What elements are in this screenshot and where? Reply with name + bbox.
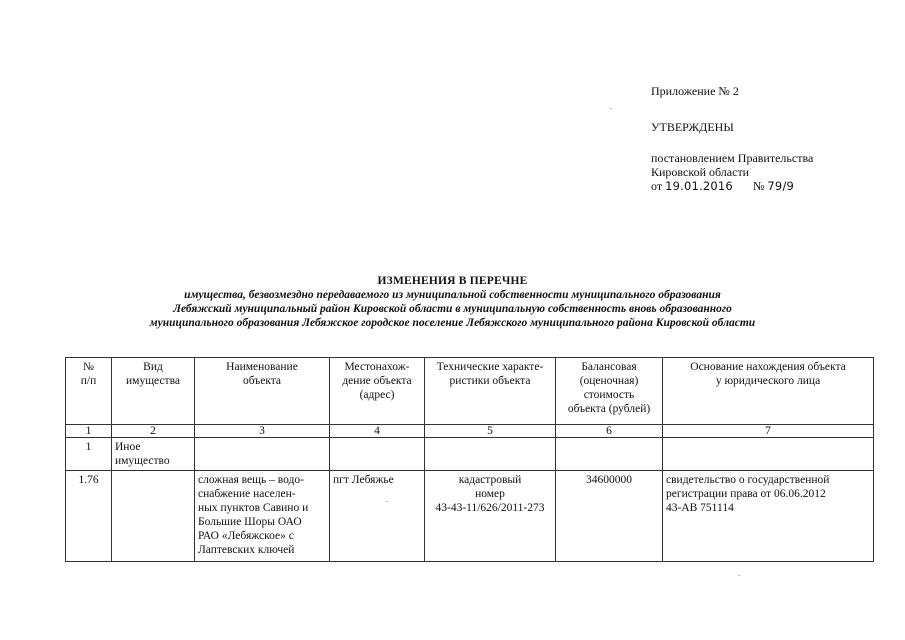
row-number: 1.76 [66, 471, 112, 562]
approval-date-line [651, 179, 794, 193]
approved-by-line1: постановлением Правительства [651, 151, 814, 165]
title-line-3: муниципального образования Лебяжское городское поселение Лебяжского муниципального района Кировской области [149, 317, 756, 329]
header-cell: Вид имущества [112, 358, 195, 425]
object-specs [425, 438, 556, 471]
handwritten-number: 79/9 [767, 179, 795, 193]
header-cell: Наименование объекта [195, 358, 330, 425]
object-specs: кадастровый номер 43-43-11/626/2011-273 [425, 471, 556, 562]
object-value [556, 438, 663, 471]
title-line-2: Лебяжский муниципальный район Кировской области в муниципальную собственность вновь образованного [173, 303, 732, 315]
column-number-row [66, 425, 874, 438]
object-value: 34600000 [556, 471, 663, 562]
property-type: Иное имущество [112, 438, 195, 471]
ownership-basis [663, 438, 874, 471]
table-row [66, 438, 874, 471]
header-cell: № п/п [66, 358, 112, 425]
ownership-basis: свидетельство о государственной регистрации права от 06.06.2012 43-АВ 751114 [663, 471, 874, 562]
property-type [112, 471, 195, 562]
date-prefix: от [651, 179, 663, 193]
column-number: 4 [330, 425, 425, 438]
row-number: 1 [66, 438, 112, 471]
table-header-row [66, 358, 874, 425]
column-number: 5 [425, 425, 556, 438]
scan-speck [738, 575, 740, 576]
property-table [65, 357, 874, 562]
appendix-label: Приложение № 2 [651, 84, 739, 98]
scan-speck [610, 108, 612, 109]
column-number: 7 [663, 425, 874, 438]
column-number: 1 [66, 425, 112, 438]
column-number: 3 [195, 425, 330, 438]
header-cell: Технические характе- ристики объекта [425, 358, 556, 425]
number-prefix: № [752, 179, 765, 193]
approved-by-line2: Кировской области [651, 165, 750, 179]
document-title [0, 274, 905, 330]
title-main: ИЗМЕНЕНИЯ В ПЕРЕЧНЕ [377, 275, 528, 287]
header-cell: Балансовая (оценочная) стоимость объекта (рублей) [556, 358, 663, 425]
header-cell: Основание нахождения объекта у юридического лица [663, 358, 874, 425]
column-number: 2 [112, 425, 195, 438]
object-name: сложная вещь – водо- снабжение населен- ных пунктов Савино и Большие Шоры ОАО РАО «Лебяжское» с Лаптевских ключей [195, 471, 330, 562]
header-cell: Местонахож- дение объекта (адрес) [330, 358, 425, 425]
scan-speck [386, 501, 388, 502]
column-number: 6 [556, 425, 663, 438]
table-row [66, 471, 874, 562]
title-line-1: имущества, безвозмездно передаваемого из муниципальной собственности муниципального образования [184, 289, 721, 301]
handwritten-date: 19.01.2016 [665, 179, 733, 193]
object-name [195, 438, 330, 471]
object-location: пгт Лебяжье [330, 471, 425, 562]
approved-label: УТВЕРЖДЕНЫ [651, 120, 734, 134]
object-location [330, 438, 425, 471]
